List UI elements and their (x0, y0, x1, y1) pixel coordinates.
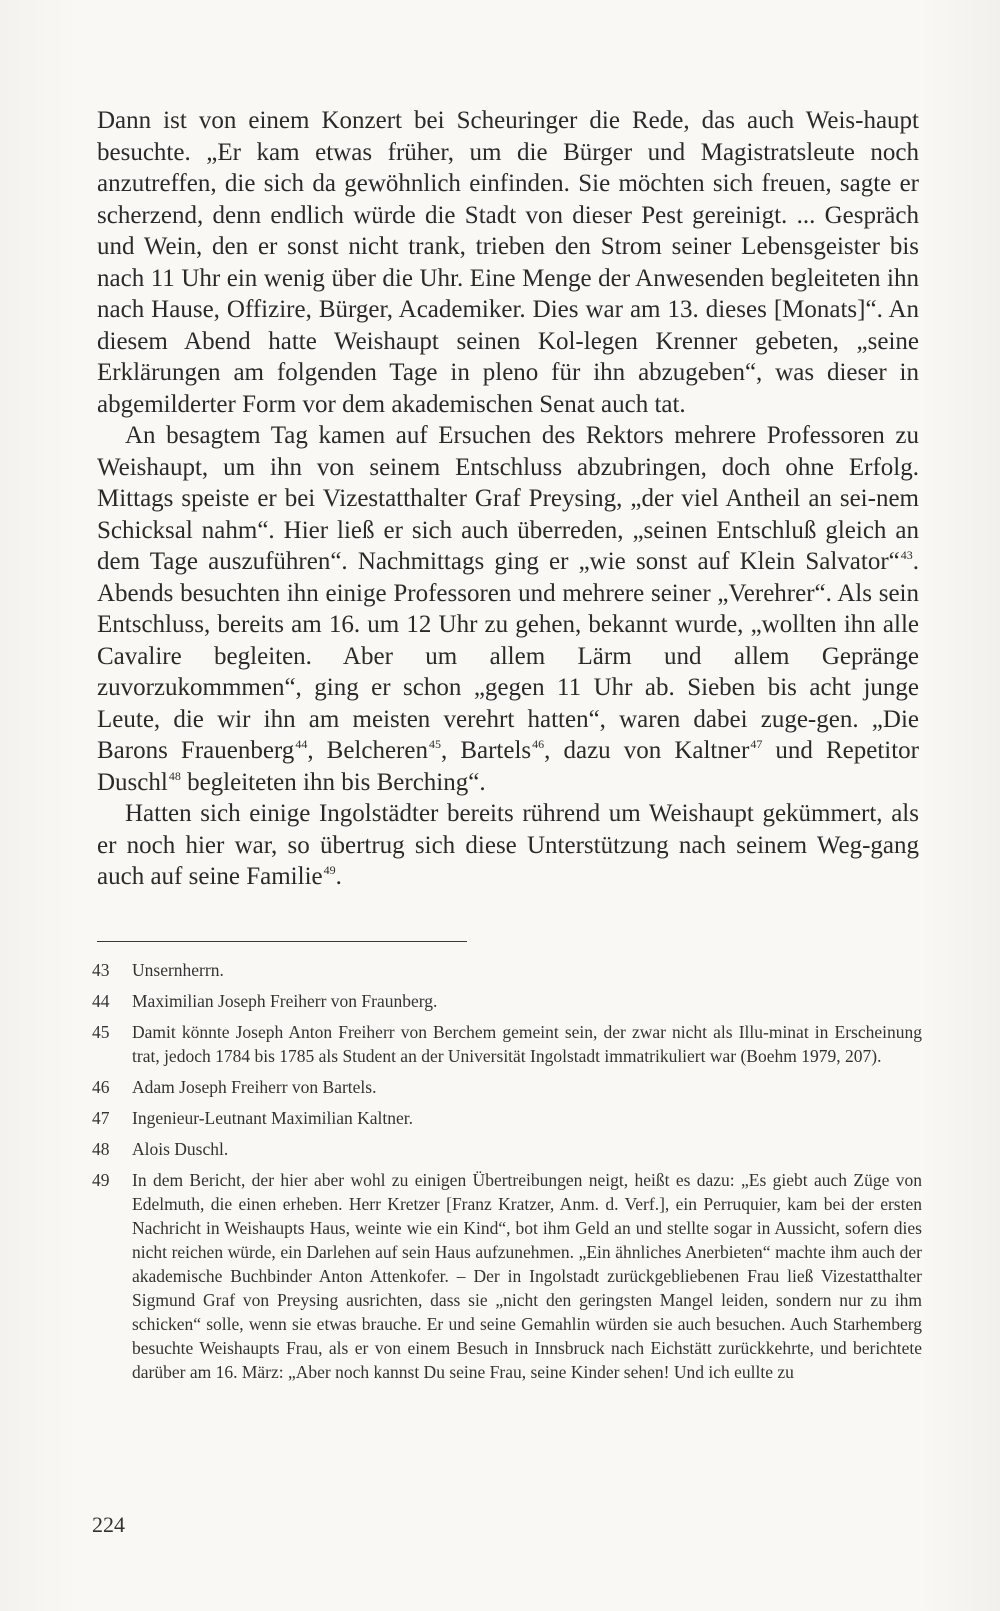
footnote-ref-48[interactable]: 48 (168, 768, 181, 783)
footnote-text: Adam Joseph Freiherr von Bartels. (132, 1077, 377, 1097)
footnote-47 (92, 1106, 922, 1130)
footnote-number: 43 (92, 960, 110, 980)
footnote-45 (92, 1020, 922, 1068)
footnote-ref-49[interactable]: 49 (323, 863, 336, 877)
footnote-number: 47 (92, 1108, 110, 1128)
footnote-number: 48 (92, 1139, 110, 1159)
main-text (97, 105, 919, 893)
footnote-ref-44[interactable]: 44 (295, 737, 308, 751)
paragraph-1: Dann ist von einem Konzert bei Scheuringer die Rede, das auch Weis-haupt besuchte. „Er kam etwas früher, um die Bürger und Magistratsleute noch anzutreffen, die sich da gewöhnlich einfinden. Sie möchten sich freuen, sagte er scherzend, denn endlich würde die Stadt von dieser Pest gereinigt. ... Gespräch und Wein, den er sonst nicht trank, trieben den Strom seiner Lebensgeister bis nach 11 Uhr ein wenig über die Uhr. Eine Menge der Anwesenden begleiteten ihn nach Hause, Offizire, Bürger, Academiker. Dies war am 13. dieses [Monats]“. An diesem Abend hatte Weishaupt seinen Kol-legen Krenner gebeten, „seine Erklärungen am folgenden Tage in pleno für ihn abzugeben“, was dieser in abgemilderter Form vor dem akademischen Senat auch tat. (97, 107, 919, 418)
footnote-text: Damit könnte Joseph Anton Freiherr von Berchem gemeint sein, der zwar nicht als Illu-minat in Erscheinung trat, jedoch 1784 bis 1785 als Student an der Universität Ingolstadt immatrikuliert war (Boehm 1979, 207). (132, 1022, 922, 1066)
footnote-ref-45[interactable]: 45 (428, 737, 441, 751)
footnote-divider (97, 941, 467, 942)
paragraph-3: Hatten sich einige Ingolstädter bereits rührend um Weishaupt gekümmert, als er noch hier war, so übertrug sich diese Unterstützung nach seinem Weg-gang auch auf seine Familie$^{49}$. (97, 800, 919, 890)
paragraph-2: An besagtem Tag kamen auf Ersuchen des Rektors mehrere Professoren zu Weishaupt, um ihn von seinem Entschluss abzubringen, doch ohne Erfolg. Mittags speiste er bei Vizestatthalter Graf Preysing, „der viel Antheil an sei-nem Schicksal nahm“. Hier ließ er sich auch überreden, „seinen Entschluß gleich an dem Tage auszuführen“. Nachmittags ging er „wie sonst auf Klein Salvator“$^{43}$. Abends besuchten ihn einige Professoren und mehrere seiner „Verehrer“. Als sein Entschluss, bereits am 16. um 12 Uhr zu gehen, bekannt wurde, „wollten ihn alle Cavalire begleiten. Aber um allem Lärm und allem Gepränge zuvorzukommmen“, ging er schon „gegen 11 Uhr ab. Sieben bis acht junge Leute, die wir ihn am meisten verehrt hatten“, waren dabei zuge-gen. „Die Barons Frauenberg$^{44}$, Belcheren$^{45}$, Bartels$^{46}$, dazu von Kaltner$^{47}$ und Repetitor Duschl$^{48}$ begleiteten ihn bis Berching“. (97, 422, 920, 796)
footnote-ref-47[interactable]: 47 (750, 737, 763, 751)
footnote-text: Alois Duschl. (132, 1139, 229, 1159)
footnote-49 (92, 1168, 922, 1384)
footnote-48 (92, 1137, 922, 1161)
footnote-44 (92, 989, 922, 1013)
footnote-46 (92, 1075, 922, 1099)
footnote-number: 44 (92, 991, 110, 1011)
footnote-number: 49 (92, 1170, 110, 1190)
footnote-text: Unsernherrn. (132, 960, 224, 980)
footnote-43 (92, 958, 922, 982)
footnote-ref-43[interactable]: 43 (900, 548, 913, 562)
footnote-text: Maximilian Joseph Freiherr von Fraunberg. (132, 991, 438, 1011)
page-number: 224 (92, 1512, 125, 1537)
footnotes (92, 958, 922, 1391)
footnote-text: In dem Bericht, der hier aber wohl zu einigen Übertreibungen neigt, heißt es dazu: „Es giebt auch Züge von Edelmuth, die einen erheben. Herr Kretzer [Franz Kratzer, Anm. d. Verf.], ein Perruquier, kam bei der ersten Nachricht in Weishaupts Haus, weinte wie ein Kind“, bot ihm Geld an und stellte sogar in Aussicht, sofern dies nicht reichen würde, ein Darlehen auf sein Haus aufzunehmen. „Ein ähnliches Anerbieten“ machte ihm auch der akademische Buchbinder Anton Attenkofer. – Der in Ingolstadt zurückgebliebenen Frau ließ Vizestatthalter Sigmund Graf von Preysing ausrichten, dass sie „nicht den geringsten Mangel leiden, sondern nur zu ihm schicken“ solle, wenn sie etwas brauche. Er und seine Gemahlin würden sie auch besuchen. Auch Starhemberg besuchte Weishaupts Frau, als er von einem Besuch in Innsbruck nach Eichstätt zurückkehrte, und berichtete darüber am 16. März: „Aber noch kannst Du seine Frau, seine Kinder sehen! Und ich eullte zu (132, 1170, 922, 1382)
footnote-ref-46[interactable]: 46 (532, 737, 545, 751)
footnote-text: Ingenieur-Leutnant Maximilian Kaltner. (132, 1108, 414, 1128)
footnote-number: 46 (92, 1077, 110, 1097)
footnote-number: 45 (92, 1022, 110, 1042)
